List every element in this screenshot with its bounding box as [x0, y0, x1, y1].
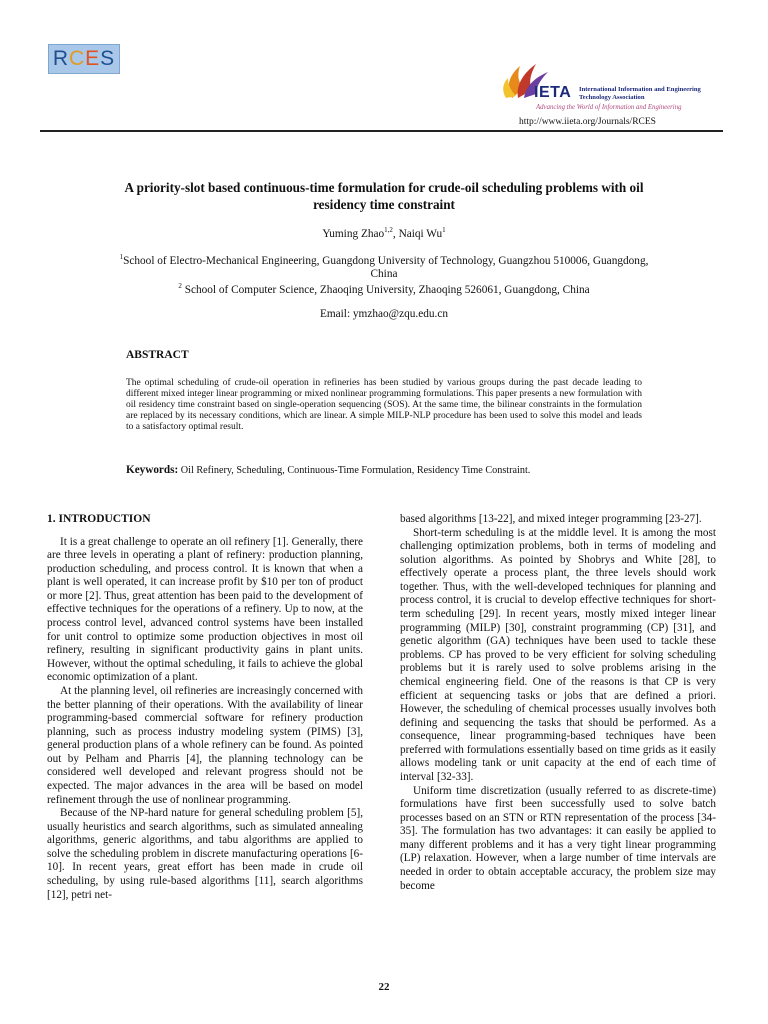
left-column — [47, 513, 363, 902]
author-affiliation-mark: 1,2 — [384, 226, 393, 234]
paper-title: A priority-slot based continuous-time formulation for crude-oil scheduling problems with oil residency time constraint — [124, 180, 644, 212]
rces-journal-logo: RCES — [48, 44, 120, 74]
body-paragraph: It is a great challenge to operate an oil refinery [1]. Generally, there are three levels in operating a plant of refinery: production planning, production scheduling, and process control. It is known that when a plant is well operated, it can increase profit by $10 per ton of product or more [2]. Thus, great attention has been paid to the development of effective techniques for the operations of a refinery. Up to now, at the process control level, advanced control systems have been installed for unit control to optimize some production objectives in most oil refinery, resulting in significant productivity gains in plant units. However, without the optimal scheduling, it fails to achieve the global economic optimization of a plant. — [47, 535, 363, 684]
affiliation-text: School of Electro-Mechanical Engineering, Guangdong University of Technology, Guangzhou 510006, Guangdong, China — [123, 254, 649, 281]
contact-email: Email: ymzhao@zqu.edu.cn — [319, 308, 449, 320]
ieta-tagline: Advancing the World of Information and Engineering — [536, 104, 682, 111]
affiliation-text: School of Computer Science, Zhaoqing University, Zhaoqing 526061, Guangdong, China — [184, 283, 590, 296]
affiliation-mark: 2 — [178, 282, 182, 290]
keywords-text: Oil Refinery, Scheduling, Continuous-Time Formulation, Residency Time Constraint. — [180, 465, 531, 476]
affiliation-2 — [110, 280, 658, 297]
abstract-text: The optimal scheduling of crude-oil operation in refineries has been studied by various groups during the past decade leading to different mixed integer linear programming or mixed nonlinear programming formulations. This paper presents a new formulation with oil residency time constraint based on single-operation sequencing (SOS). At the same time, the bilinear constraints in the formulation are replaced by its necessary conditions, which are linear. A simple MILP-NLP procedure has been used to solve this model and leads to a satisfactory optimal result. — [126, 378, 642, 432]
right-column — [400, 513, 716, 893]
body-paragraph-continued: based algorithms [13-22], and mixed integer programming [23-27]. — [400, 513, 702, 525]
keywords-label: Keywords: — [126, 464, 179, 476]
author-line: Yuming Zhao$^{1,2}$, Naiqi Wu$^1$ — [322, 226, 446, 240]
body-paragraph: Because of the NP-hard nature for general scheduling problem [5], usually heuristics and search algorithms, such as simulated annealing algorithms, generic algorithms, and tabu algorithms are applied to solve the scheduling problem in discrete manufacturing operations [6-10]. In recent years, great effort has been made in crude oil scheduling, by using rule-based algorithms [11], search algorithms [12], petri net- — [47, 807, 363, 901]
author-name: Naiqi Wu — [398, 227, 443, 240]
abstract-heading: ABSTRACT — [126, 349, 189, 361]
page-number: 22 — [378, 981, 390, 993]
section-heading-introduction: 1. INTRODUCTION — [47, 513, 151, 525]
keywords-line — [126, 464, 642, 476]
body-paragraph: Short-term scheduling is at the middle level. It is among the most challenging optimization problems, both in terms of modeling and solution algorithms. As pointed by Shobrys and White [28], to effectively operate a process plant, the three levels should work together. Thus, with the well-developed techniques for planning and process control, it is crucial to develop effective techniques for short-term scheduling [29]. In recent years, mostly mixed integer linear programming (MILP) [30], constraint programming (CP) [31], and genetic algorithm (GA) techniques have been used to tackle these problems. CP has proved to be very efficient for solving scheduling problems but it is rarely used to solve problems arising in the chemical engineering field. One of the reasons is that CP is very efficient at sequencing tasks or jobs that are defined a priori. However, the scheduling of chemical processes usually involves both defining and sequencing the tasks that should be performed. As a consequence, linear programming-based techniques have been preferred with formulations essentially based on time grids as it easily allows modeling tank or unit capacity at the end of each time of interval [32-33]. — [400, 526, 716, 783]
ieta-description: International Information and Engineering Technology Association — [579, 86, 701, 101]
body-paragraph: Uniform time discretization (usually referred to as discrete-time) formulations have first been successfully used to solve batch processes based on an STN or RTN representation of the process [34-35]. The formulation has two advantages: it can easily be applied to many different problems and it has a very tight linear programming (LP) relaxation. However, when a large number of time intervals are needed in order to obtain acceptable accuracy, the problem size may become — [400, 784, 716, 892]
ieta-logo-text: IETA — [534, 84, 572, 101]
header-divider — [40, 130, 723, 132]
author-name: Yuming Zhao — [322, 227, 385, 240]
affiliation-1 — [110, 251, 658, 282]
author-affiliation-mark: 1 — [442, 226, 446, 234]
journal-url-link[interactable]: http://www.iieta.org/Journals/RCES — [519, 117, 656, 127]
affiliation-mark: 1 — [119, 253, 124, 261]
body-paragraph: At the planning level, oil refineries are increasingly concerned with the better planning of their operations. With the availability of linear programming-based commercial software for refinery production planning, such as process industry modeling system (PIMS) [3], general production plans of a whole refinery can be found. As pointed out by Pelham and Pharris [4], the planning technology can be considered well developed and relevant progress should not be expected. The major advances in the area will be based on model refinement through the use of nonlinear programming. — [47, 684, 363, 806]
